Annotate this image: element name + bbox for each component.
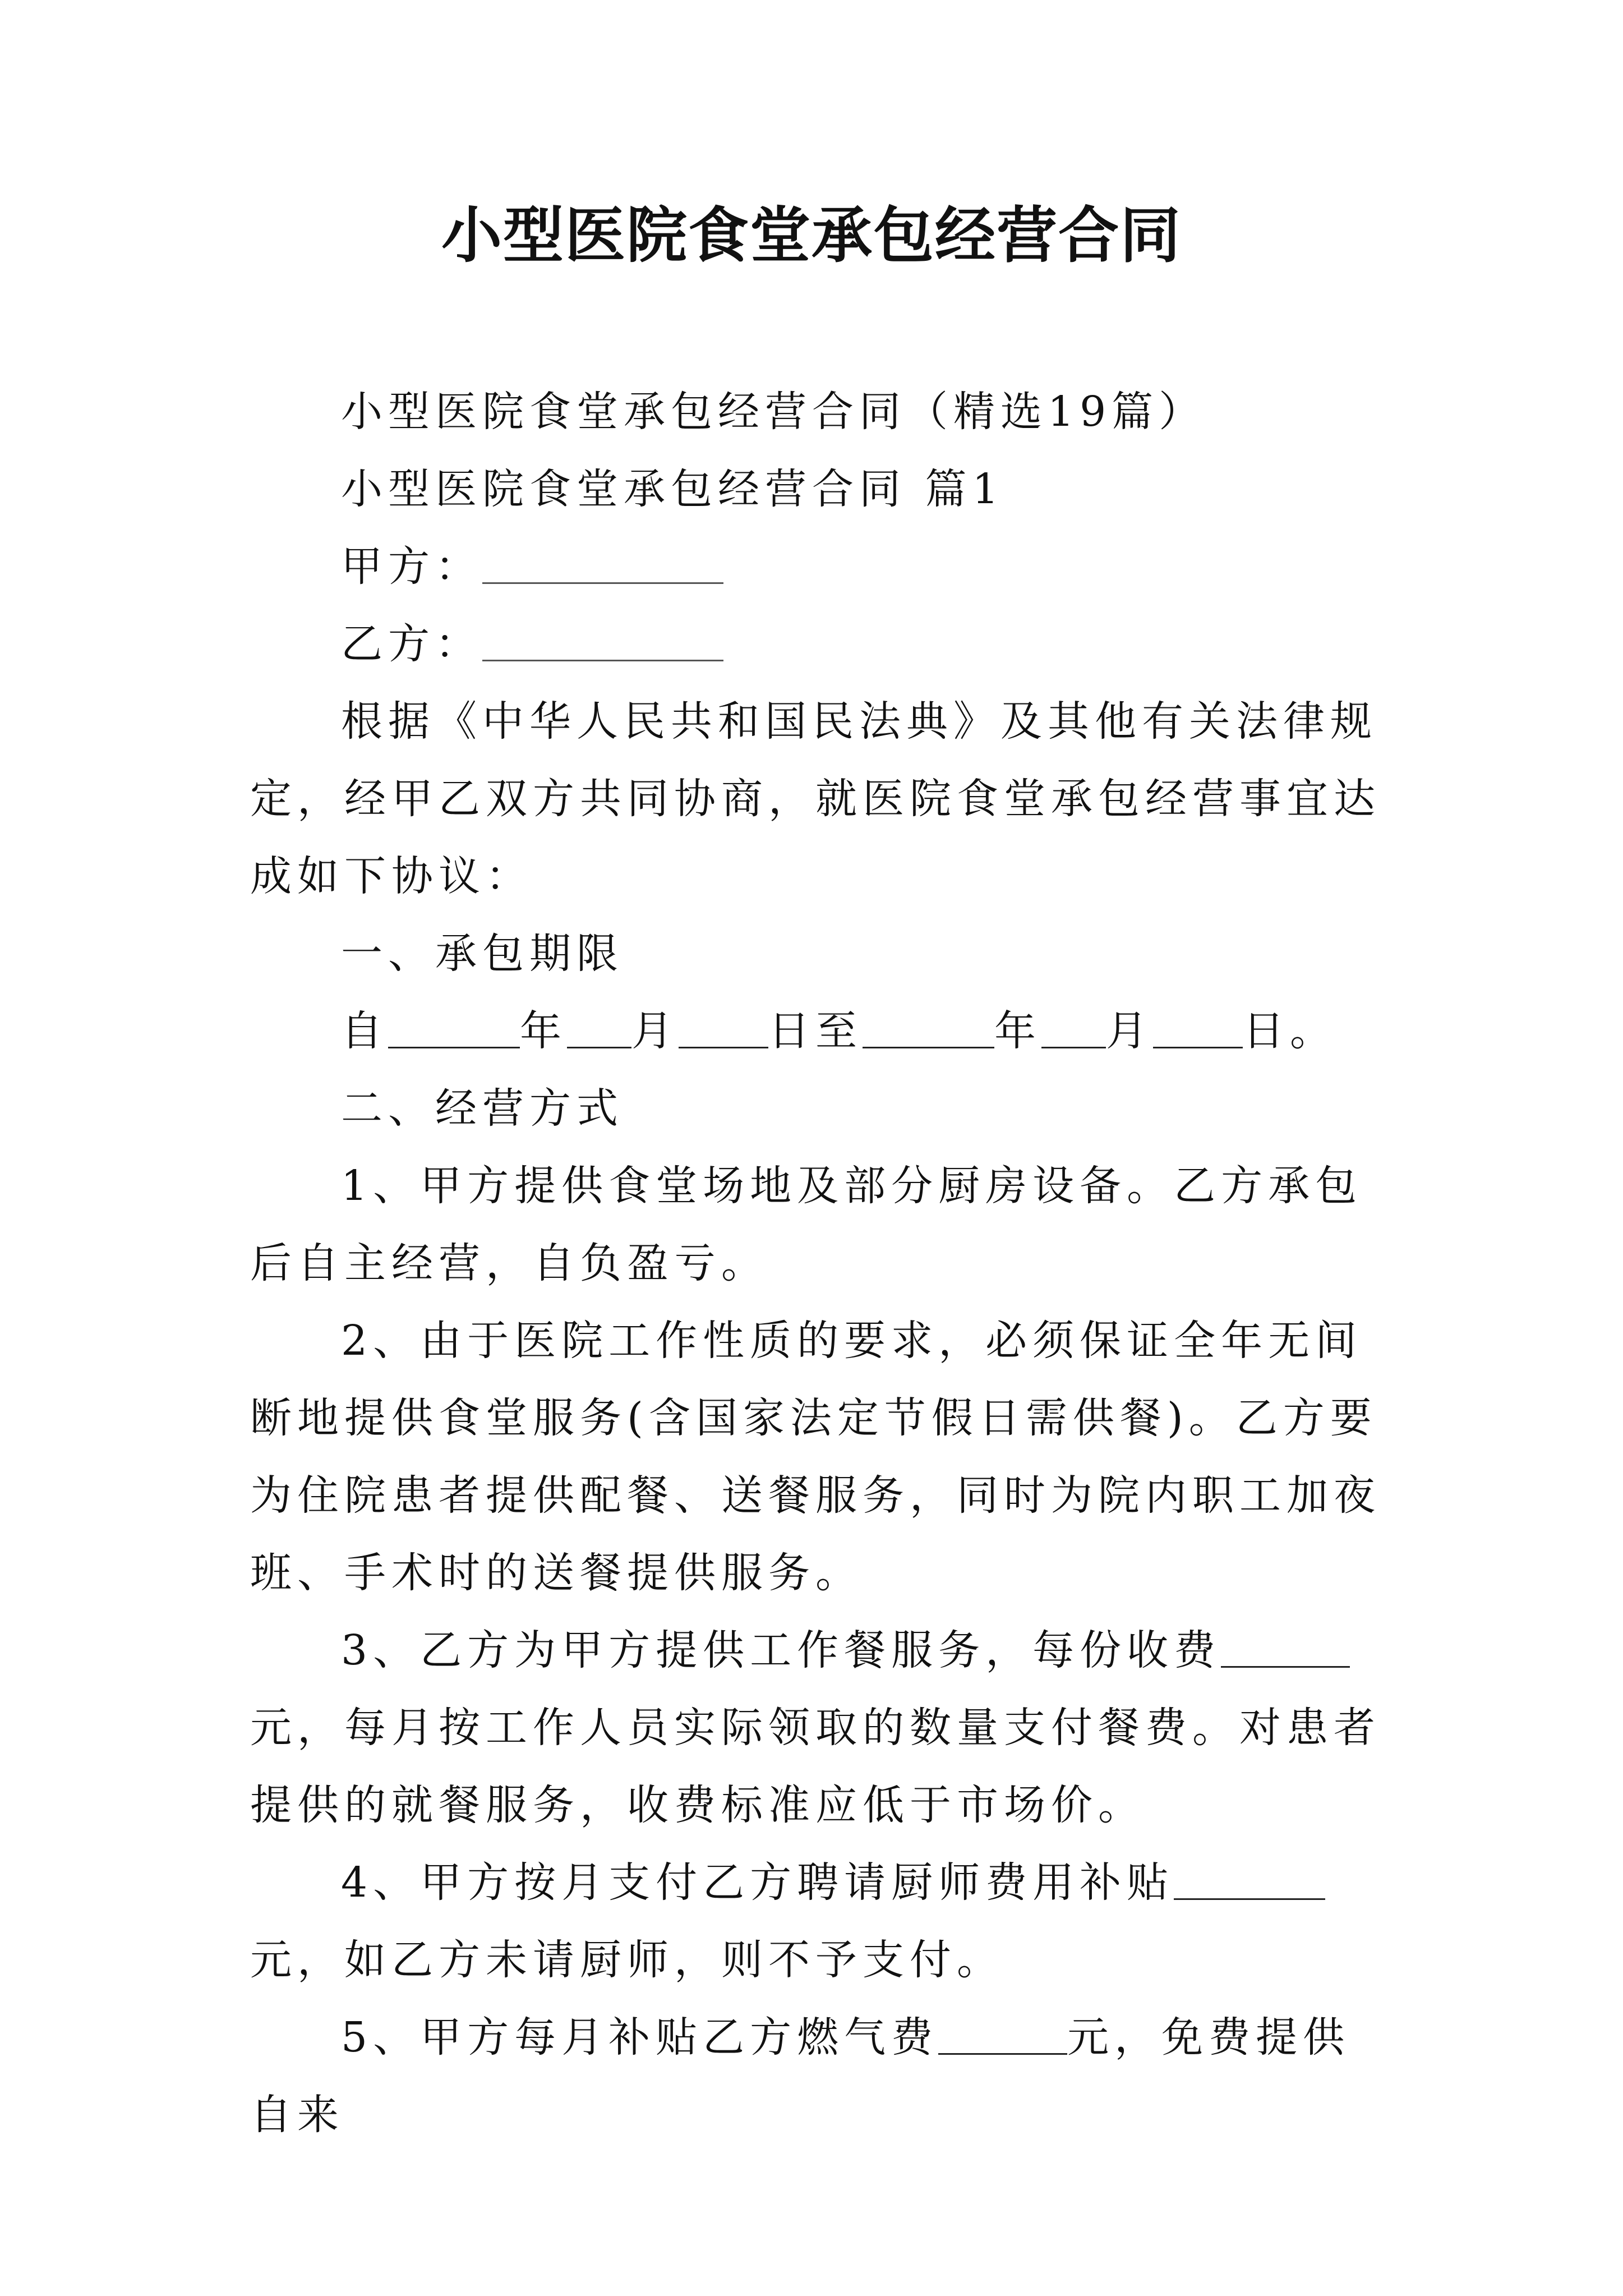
document-body: [250, 373, 1389, 2154]
term-day1-blank: [679, 1007, 768, 1048]
clause-5: [250, 1999, 1389, 2154]
term-month1-blank: [567, 1007, 631, 1048]
subtitle-text: 小型医院食堂承包经营合同（精选19篇）: [341, 388, 1206, 436]
section-heading-text: 小型医院食堂承包经营合同 篇1: [341, 465, 1004, 513]
term-day-end: 日。: [1243, 1007, 1337, 1055]
term-day2-blank: [1153, 1007, 1243, 1048]
clause-4: [250, 1844, 1389, 1999]
party-a-label: 甲方：: [341, 542, 482, 591]
clause-2: [250, 1302, 1389, 1612]
term-line: [250, 992, 1389, 1070]
party-b-label: 乙方：: [341, 620, 482, 668]
heading-operation-text: 二、经营方式: [341, 1084, 624, 1133]
heading-term-text: 一、承包期限: [341, 930, 624, 978]
clause-3: [250, 1612, 1389, 1844]
clause-4-text-pre: 4、甲方按月支付乙方聘请厨师费用补贴: [341, 1858, 1174, 1907]
intro-text: 根据《中华人民共和国民法典》及其他有关法律规定，经甲乙双方共同协商，就医院食堂承包经营事宜达成如下协议：: [250, 697, 1381, 900]
term-from: 自: [341, 1007, 388, 1055]
party-b-blank: [482, 620, 723, 661]
term-year1: 年: [520, 1007, 567, 1055]
term-month2: 月: [1106, 1007, 1153, 1055]
clause-5-text-post: 元，免费提供自来: [250, 2013, 1350, 2139]
term-year2: 年: [994, 1007, 1041, 1055]
term-month2-blank: [1041, 1007, 1106, 1048]
party-b-line: [250, 605, 1389, 683]
heading-operation: [250, 1070, 1389, 1147]
party-a-line: [250, 528, 1389, 605]
term-year1-blank: [388, 1007, 520, 1048]
clause-1: [250, 1147, 1389, 1302]
subtitle: [250, 373, 1389, 450]
document-title: 小型医院食堂承包经营合同: [441, 200, 1182, 271]
intro-paragraph: [250, 683, 1389, 915]
clause-5-fee-blank: [938, 2014, 1067, 2055]
section-heading: [250, 450, 1389, 528]
clause-3-fee-blank: [1221, 1627, 1350, 1668]
heading-term: [250, 915, 1389, 992]
clause-4-fee-blank: [1174, 1859, 1325, 1900]
clause-1-text: 1、甲方提供食堂场地及部分厨房设备。乙方承包后自主经营，自负盈亏。: [250, 1162, 1363, 1287]
term-year2-blank: [863, 1007, 994, 1048]
clause-5-text-pre: 5、甲方每月补贴乙方燃气费: [341, 2013, 939, 2062]
term-day-to: 日至: [768, 1007, 863, 1055]
clause-3-text-pre: 3、乙方为甲方提供工作餐服务，每份收费: [341, 1626, 1221, 1674]
clause-2-text: 2、由于医院工作性质的要求，必须保证全年无间断地提供食堂服务(含国家法定节假日需供餐)。乙方要为住院患者提供配餐、送餐服务，同时为院内职工加夜班、手术时的送餐提供服务。: [250, 1317, 1381, 1597]
term-month1: 月: [631, 1007, 679, 1055]
clause-4-text-post: 元，如乙方未请厨师，则不予支付。: [250, 1936, 1004, 1984]
party-a-blank: [482, 543, 723, 584]
clause-3-text-post: 元，每月按工作人员实际领取的数量支付餐费。对患者提供的就餐服务，收费标准应低于市场价。: [250, 1704, 1381, 1829]
